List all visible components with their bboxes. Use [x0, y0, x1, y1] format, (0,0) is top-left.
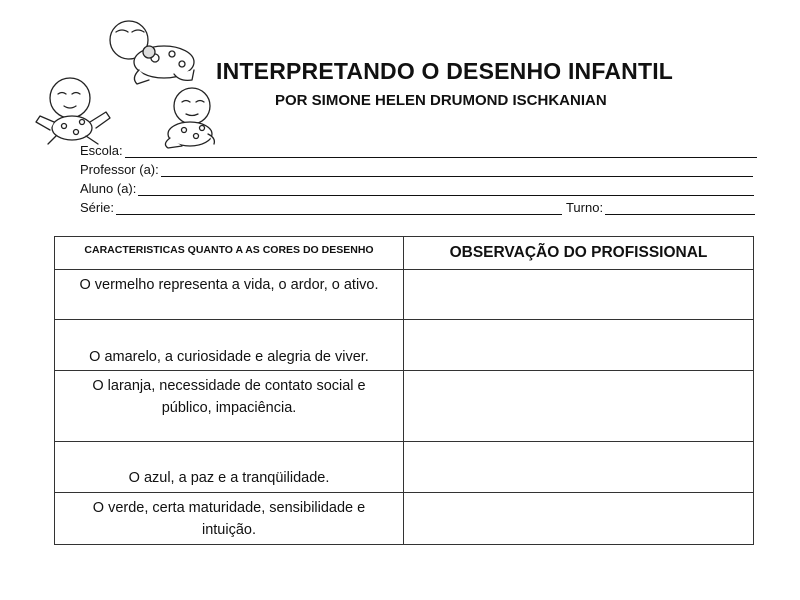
table-row	[55, 442, 754, 493]
babies-clipart-icon	[14, 10, 226, 150]
professional-observation-header: OBSERVAÇÃO DO PROFISSIONAL	[404, 237, 754, 270]
table-header-row	[55, 237, 754, 270]
professor-label: Professor (a):	[80, 162, 159, 177]
professor-input-line[interactable]	[161, 163, 753, 177]
characteristics-header: CARACTERISTICAS QUANTO A AS CORES DO DESENHO	[55, 237, 404, 270]
escola-input-line[interactable]	[125, 144, 757, 158]
page-title: INTERPRETANDO O DESENHO INFANTIL	[216, 58, 674, 84]
blue-characteristic-cell: O azul, a paz e a tranqüilidade.	[55, 442, 404, 493]
red-characteristic-cell: O vermelho representa a vida, o ardor, o ativo.	[55, 270, 404, 320]
yellow-characteristic-cell: O amarelo, a curiosidade e alegria de viver.	[55, 320, 404, 371]
serie-label: Série:	[80, 200, 114, 215]
observation-cell-red[interactable]	[404, 270, 754, 320]
observation-cell-yellow[interactable]	[404, 320, 754, 371]
table-row	[55, 270, 754, 320]
aluno-label: Aluno (a):	[80, 181, 137, 196]
orange-characteristic-cell: O laranja, necessidade de contato social e público, impaciência.	[55, 371, 404, 442]
color-interpretation-table	[54, 236, 754, 545]
observation-cell-orange[interactable]	[404, 371, 754, 442]
green-characteristic-cell: O verde, certa maturidade, sensibilidade e intuição.	[55, 493, 404, 545]
escola-label: Escola:	[80, 143, 123, 158]
table-row	[55, 371, 754, 442]
author-subtitle: POR SIMONE HELEN DRUMOND ISCHKANIAN	[275, 92, 607, 109]
table-row	[55, 320, 754, 371]
serie-input-line[interactable]	[116, 201, 562, 215]
observation-cell-blue[interactable]	[404, 442, 754, 493]
turno-label: Turno:	[565, 200, 604, 215]
turno-input-line[interactable]	[605, 201, 755, 215]
table-row	[55, 493, 754, 545]
escola-field	[80, 140, 757, 158]
aluno-field	[80, 178, 754, 196]
serie-turno-field	[80, 197, 755, 215]
aluno-input-line[interactable]	[138, 182, 754, 196]
professor-field	[80, 159, 753, 177]
observation-cell-green[interactable]	[404, 493, 754, 545]
